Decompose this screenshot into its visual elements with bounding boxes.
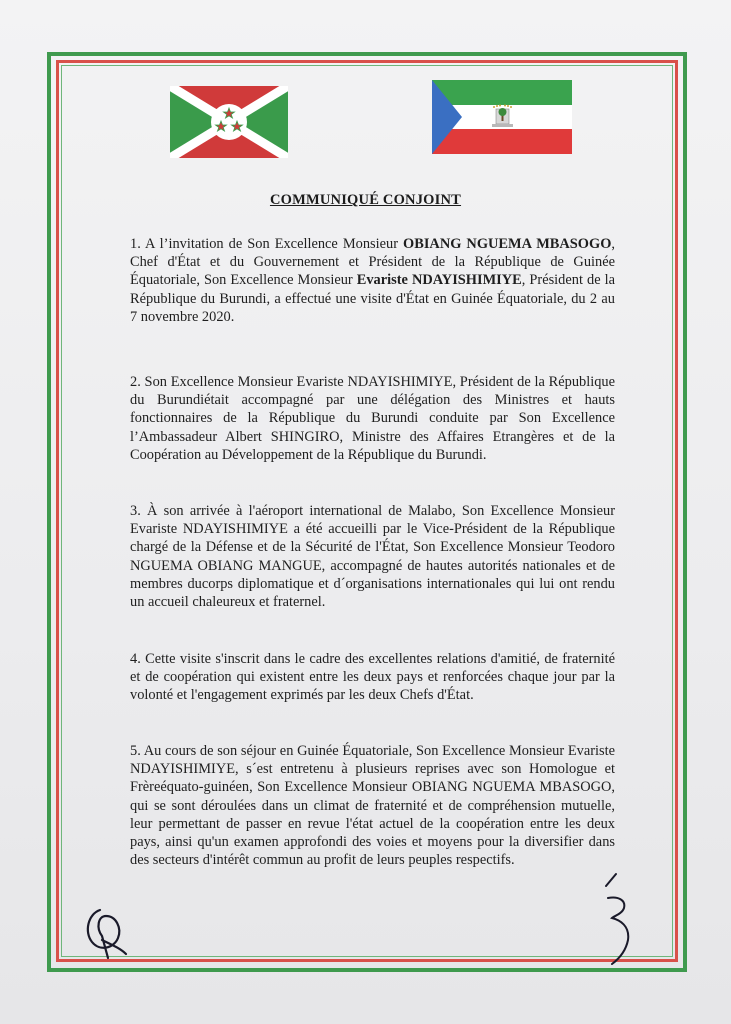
- bold-name-obiang: OBIANG NGUEMA MBASOGO: [403, 236, 612, 252]
- document-title: COMMUNIQUÉ CONJOINT: [269, 192, 462, 208]
- paragraph-4: 4. Cette visite s'inscrit dans le cadre des excellentes relations d'amitié, de fraternité et de coopération qui existent entre les deux pays et renforcées chaque jour par la volonté et l'engagement exprimés par les deux Chefs d'État.: [130, 651, 615, 704]
- signature-initials-right: [600, 868, 640, 968]
- equatorial-guinea-flag-icon: [432, 80, 572, 154]
- paragraph-1: 1. A l’invitation de Son Excellence Monsieur OBIANG NGUEMA MBASOGO, Chef d'État et du Gouvernement et Président de la République de Guinée Équatoriale, Son Excellence Monsieur Evariste NDAYISHIMIYE, Président de la République du Burundi, a effectué une visite d'État en Guinée Équatoriale, du 2 au 7 novembre 2020.: [130, 236, 615, 325]
- bold-name-evariste: Evariste NDAYISHIMIYE: [356, 272, 522, 289]
- burundi-flag-icon: [170, 86, 288, 158]
- paragraph-2: 2. Son Excellence Monsieur Evariste NDAYISHIMIYE, Président de la République du Burundiétait accompagné par une délégation des Ministres et hauts fonctionnaires de la République du Burundi conduite par Son Excellence l’Ambassadeur Albert SHINGIRO, Ministre des Affaires Etrangères et de la Coopération au Développement de la République du Burundi.: [130, 374, 615, 463]
- signature-initials-left: [80, 904, 130, 964]
- paragraph-3: 3. À son arrivée à l'aéroport international de Malabo, Son Excellence Monsieur Evariste NDAYISHIMIYE a été accueilli par le Vice-Président de la République chargé de la Défense et de la Sécurité de l'État, Son Excellence Monsieur Teodoro NGUEMA OBIANG MANGUE, accompagné de hautes autorités nationales et de membres ducorps diplomatique et d´organisations internationales qui lui ont rendu un accueil chaleureux et fraternel.: [130, 503, 615, 611]
- paragraph-5: 5. Au cours de son séjour en Guinée Équatoriale, Son Excellence Monsieur Evariste NDAYISHIMIYE, s´est entretenu à plusieurs reprises avec son Homologue et Frèreéquato-guinéen, Son Excellence Monsieur OBIANG NGUEMA MBASOGO, qui se sont déroulées dans un climat de fraternité et de compréhension mutuelle, leur permettant de passer en revue l'état actuel de la coopération entre les deux pays, ainsi qu'un examen approfondi des voies et moyens pour la diversifier dans des secteurs d'intérêt commun au profit de leurs peuples respectifs.: [130, 743, 615, 869]
